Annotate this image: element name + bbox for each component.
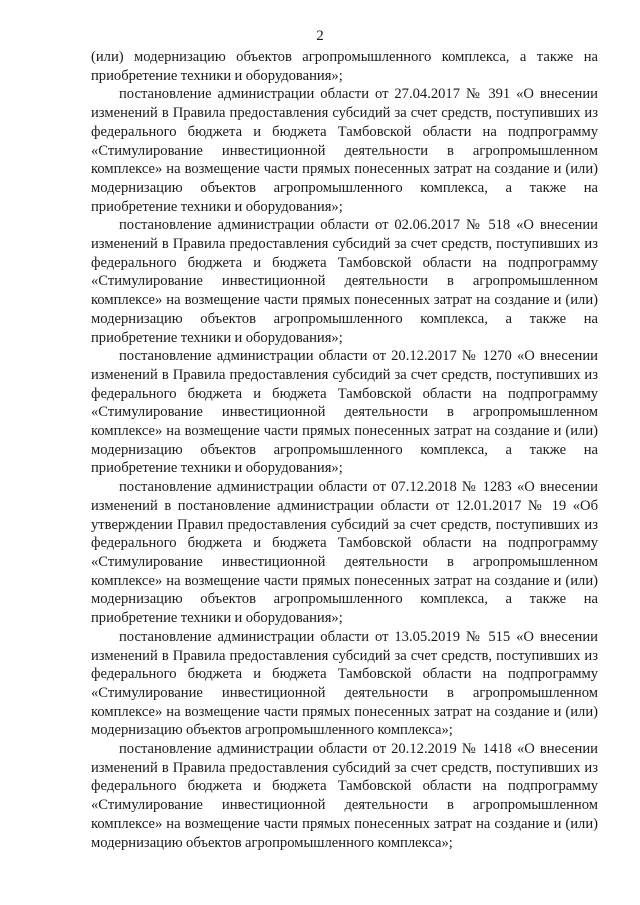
paragraph-resolution-518: постановление администрации области от 02.06.2017 № 518 «О внесении изменений в Правила предоставления субсидий за счет средств, поступивших из федерального бюджета и бюджета Тамбовской области на подпрограмму «Стимулирование инвестиционной деятельности в агропромышленном комплексе» на возмещение части прямых понесенных затрат на создание и (или) модернизацию объектов агропромышленного комплекса, а также на приобретение техники и оборудования»; [91,217,598,346]
paragraph-resolution-1270: постановление администрации области от 20.12.2017 № 1270 «О внесении изменений в Правила предоставления субсидий за счет средств, поступивших из федерального бюджета и бюджета Тамбовской области на подпрограмму «Стимулирование инвестиционной деятельности в агропромышленном комплексе» на возмещение части прямых понесенных затрат на создание и (или) модернизацию объектов агропромышленного комплекса, а также на приобретение техники и оборудования»; [91,348,598,477]
paragraph-continuation: (или) модернизацию объектов агропромышленного комплекса, а также на приобретение техники и оборудования»; [91,49,598,84]
document-body [91,48,598,852]
paragraph-resolution-391: постановление администрации области от 27.04.2017 № 391 «О внесении изменений в Правила предоставления субсидий за счет средств, поступивших из федерального бюджета и бюджета Тамбовской области на подпрограмму «Стимулирование инвестиционной деятельности в агропромышленном комплексе» на возмещение части прямых понесенных затрат на создание и (или) модернизацию объектов агропромышленного комплекса, а также на приобретение техники и оборудования»; [91,86,598,215]
paragraph-resolution-1418: постановление администрации области от 20.12.2019 № 1418 «О внесении изменений в Правила предоставления субсидий за счет средств, поступивших из федерального бюджета и бюджета Тамбовской области на подпрограмму «Стимулирование инвестиционной деятельности в агропромышленном комплексе» на возмещение части прямых понесенных затрат на создание и (или) модернизацию объектов агропромышленного комплекса»; [91,741,598,851]
paragraph-resolution-1283: постановление администрации области от 07.12.2018 № 1283 «О внесении изменений в постановление администрации области от 12.01.2017 № 19 «Об утверждении Правил предоставления субсидий за счет средств, поступивших из федерального бюджета и бюджета Тамбовской области на подпрограмму «Стимулирование инвестиционной деятельности в агропромышленном комплексе» на возмещение части прямых понесенных затрат на создание и (или) модернизацию объектов агропромышленного комплекса, а также на приобретение техники и оборудования»; [91,479,598,627]
paragraph-resolution-515: постановление администрации области от 13.05.2019 № 515 «О внесении изменений в Правила предоставления субсидий за счет средств, поступивших из федерального бюджета и бюджета Тамбовской области на подпрограмму «Стимулирование инвестиционной деятельности в агропромышленном комплексе» на возмещение части прямых понесенных затрат на создание и (или) модернизацию объектов агропромышленного комплекса»; [91,628,598,739]
page-number: 2 [316,28,324,44]
